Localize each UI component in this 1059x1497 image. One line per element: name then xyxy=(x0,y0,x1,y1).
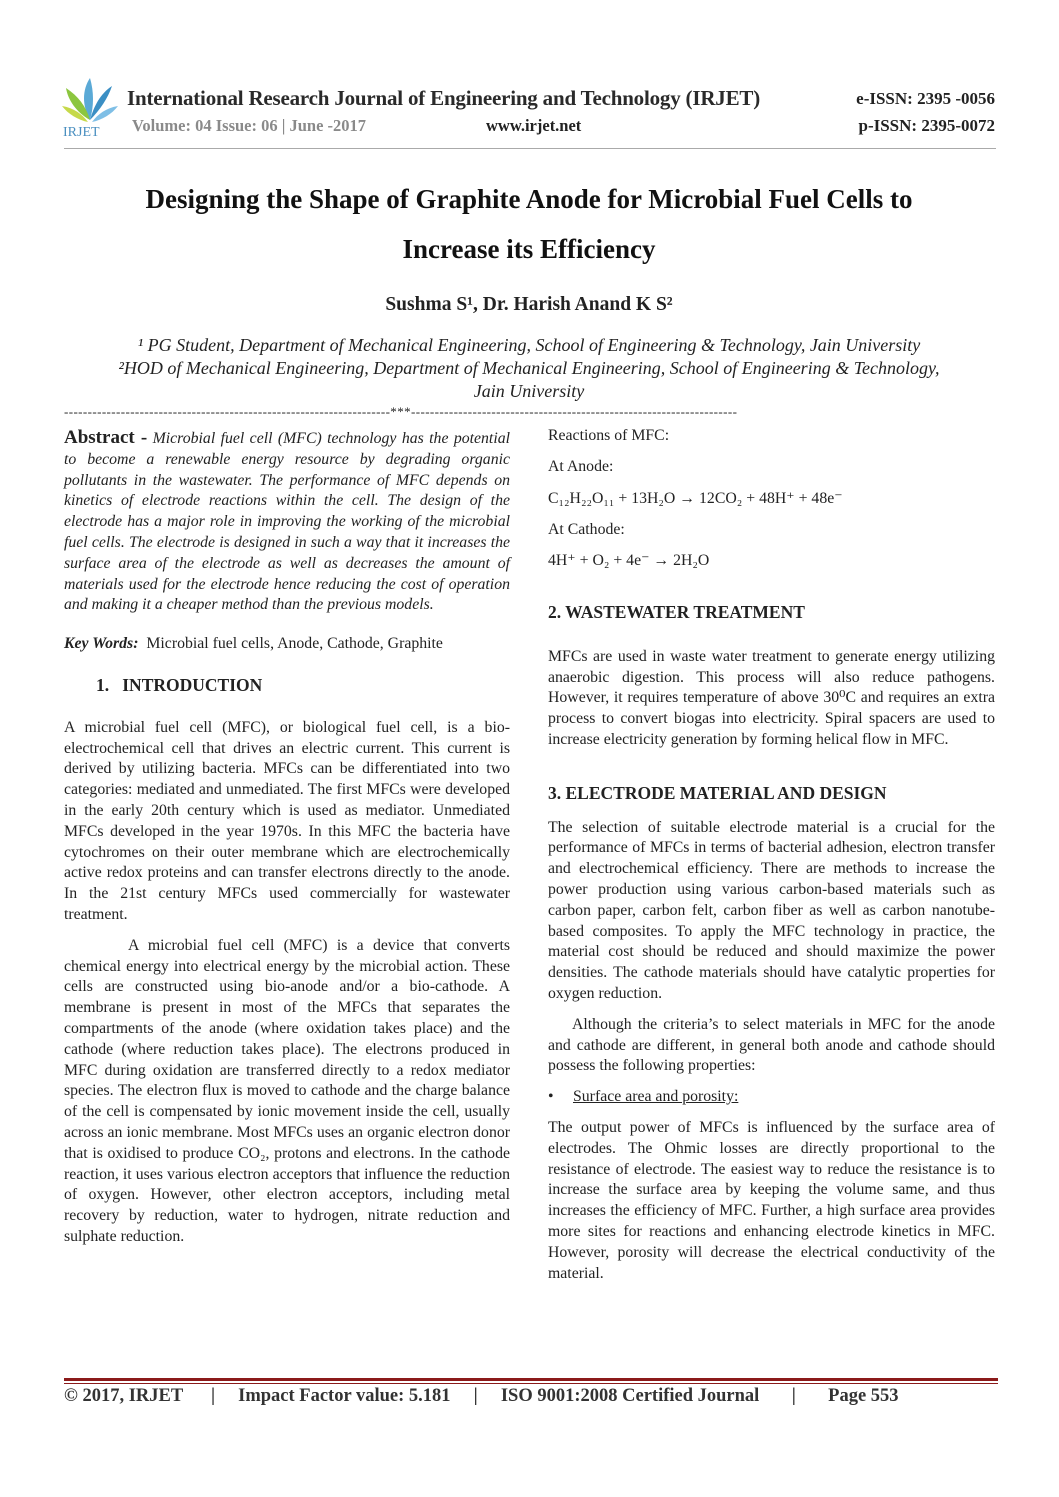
keywords-text: Microbial fuel cells, Anode, Cathode, Graphite xyxy=(146,635,443,653)
reactions-heading: Reactions of MFC: xyxy=(548,427,670,444)
reactions xyxy=(548,426,995,572)
section-heading-electrode: 3. ELECTRODE MATERIAL AND DESIGN xyxy=(548,782,887,803)
affiliations xyxy=(64,334,994,403)
iso-certification: ISO 9001:2008 Certified Journal xyxy=(500,1386,760,1406)
title-line: Increase its Efficiency xyxy=(402,234,656,264)
intro-paragraph: A microbial fuel cell (MFC) is a device that converts chemical energy into electrical energy by the microbial action. These cells are constructed using bio-anode and/or a bio-cathode. A membrane is present in most of the MFCs that separates the compartments of the anode (where oxidation takes place) and the cathode (where reduction takes place). The electrons produced in MFC during oxidation are transferred directly to a redox mediator species. The electron flux is moved to cathode and the charge balance of the cell is compensated by ionic movement inside the cell, usually across an ionic membrane. Most MFCs uses an organic electron donor that is oxidised to produce CO₂, protons and electrons. In the cathode reaction, it uses various electron acceptors that influence the reduction of oxygen. However, other electron acceptors, including metal recovery by reduction, water to hydrogen, nitrate reduction and sulphate reduction. xyxy=(64,936,510,1245)
electrode-paragraph: Although the criteria’s to select materials in MFC for the anode and cathode are different, in general both anode and cathode should possess the following properties: xyxy=(548,1015,995,1075)
wastewater-paragraph: MFCs are used in waste water treatment to generate energy utilizing anaerobic digestion. This process will also reduce pathogens. However, it requires temperature of above 30⁰C and requires an extra process to convert biogas into electricity. Spiral spacers are used to increase electricity generation by forming helical flow in MFC. xyxy=(548,647,995,748)
paper-title xyxy=(64,174,994,274)
header-divider xyxy=(64,148,996,149)
cathode-label: At Cathode: xyxy=(548,520,625,538)
page-number: Page 553 xyxy=(828,1386,899,1406)
left-column xyxy=(64,428,510,1248)
eissn: e-ISSN: 2395 -0056 xyxy=(856,89,995,108)
footer-divider xyxy=(64,1378,998,1381)
copyright: © 2017, IRJET xyxy=(64,1386,184,1406)
journal-name: International Research Journal of Engineering and Technology (IRJET) xyxy=(127,86,760,110)
section-heading-introduction: 1. INTRODUCTION xyxy=(96,674,263,695)
authors: Sushma S¹, Dr. Harish Anand K S² xyxy=(385,294,673,315)
bullet-icon: • xyxy=(548,1088,554,1106)
title-line: Designing the Shape of Graphite Anode for Microbial Fuel Cells to xyxy=(145,184,913,214)
irjet-logo xyxy=(60,76,120,136)
section-separator: ---------------------------------------------------------------------***--------------------------------------------------------------------- xyxy=(64,404,738,419)
affiliation: Jain University xyxy=(473,381,585,401)
anode-equation: C₁₂H₂₂O₁₁ + 13H₂O → 12CO₂ + 48H⁺ + 48e⁻ xyxy=(548,489,843,507)
footer-divider xyxy=(64,1383,998,1384)
electrode-paragraph: The output power of MFCs is influenced by the surface area of electrodes. The Ohmic losses are directly proportional to the resistance of electrode. The easiest way to reduce the resistance is to increase the surface area by keeping the volume same, and thus increases the efficiency of MFC. Further, a high surface area provides more sites for reactions and enhancing electrode kinetics in MFC. However, porosity will decrease the electrical conductivity of the material. xyxy=(548,1118,995,1282)
electrode-paragraph: The selection of suitable electrode material is a crucial for the performance of MFCs in terms of bacterial adhesion, electron transfer and electrochemical efficiency. There are methods to increase the power production using various carbon-based materials such as carbon paper, carbon felt, carbon fiber as well as carbon nanotube-based composites. To apply the MFC technology in practice, the material cost should be reduced and should maximize the power densities. The cathode materials should have catalytic properties for oxygen reduction. xyxy=(548,818,995,1002)
section-heading-wastewater: 2. WASTEWATER TREATMENT xyxy=(548,601,805,622)
abstract-label: Abstract - xyxy=(64,427,148,448)
impact-factor: Impact Factor value: 5.181 xyxy=(238,1386,451,1406)
intro-paragraph: A microbial fuel cell (MFC), or biological fuel cell, is a bio-electrochemical cell that drives an electric current. This current is derived by utilizing bacteria. MFCs can be differentiated into two categories: mediated and unmediated. The first MFCs were developed in the early 20th century which is used as mediator. Unmediated MFCs developed in the year 1970s. In this MFC the bacteria have cytochromes on their outer membrane which are electrochemically active redox proteins and can transfer electrons directly to the anode. In the 21st century MFCs used commercially for wastewater treatment. xyxy=(64,718,510,923)
svg-text:IRJET: IRJET xyxy=(63,125,100,138)
anode-label: At Anode: xyxy=(548,458,614,476)
abstract-text: Microbial fuel cell (MFC) technology has the potential to become a renewable energy resource by degrading organic pollutants in the wastewater. The performance of MFC depends on kinetics of electrode reactions within the cell. The design of the electrode has a major role in improving the working of the microbial fuel cells. The electrode is designed in such a way that it increases the surface area of the electrode as well as decreases the amount of materials used for the electrode hence reducing the cost of operation and making it a cheaper method than the previous models. xyxy=(64,430,510,614)
keywords: Key Words: Microbial fuel cells, Anode, Cathode, Graphite xyxy=(64,635,443,653)
affiliation: ¹ PG Student, Department of Mechanical Engineering, School of Engineering & Technology, Jain University xyxy=(137,335,921,355)
footer: © 2017, IRJET | Impact Factor value: 5.181 | ISO 9001:2008 Certified Journal | Page 553 xyxy=(64,1386,899,1406)
journal-website[interactable]: www.irjet.net xyxy=(486,116,582,135)
pissn: p-ISSN: 2395-0072 xyxy=(858,116,995,135)
keywords-label: Key Words xyxy=(64,635,134,653)
bullet-text: Surface area and porosity: xyxy=(573,1088,739,1106)
right-column xyxy=(548,426,995,1284)
volume-issue: Volume: 04 Issue: 06 | June -2017 xyxy=(132,116,367,135)
bullet-item xyxy=(548,1087,995,1108)
affiliation: ²HOD of Mechanical Engineering, Department of Mechanical Engineering, School of Engineering & Technology, xyxy=(118,358,940,378)
abstract xyxy=(64,428,510,616)
cathode-equation: 4H⁺ + O₂ + 4e⁻ → 2H₂O xyxy=(548,552,710,570)
